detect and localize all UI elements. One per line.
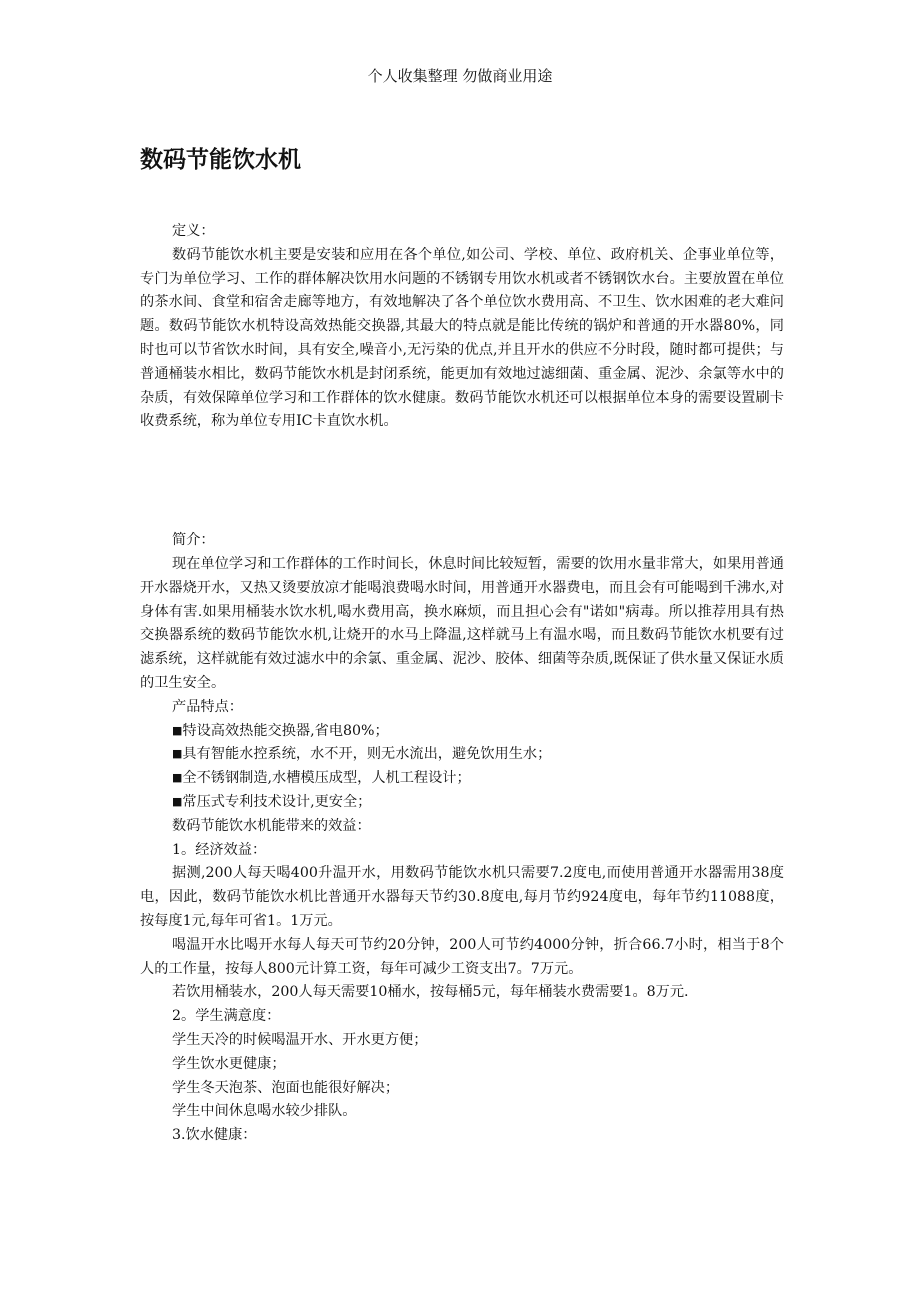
satisfaction-line: 学生冬天泡茶、泡面也能很好解决；	[172, 1079, 400, 1096]
document-title: 数码节能饮水机	[140, 147, 301, 173]
feature-item	[140, 743, 784, 767]
bullet-square-icon: ■	[172, 771, 183, 785]
bullet-square-icon: ■	[172, 794, 183, 808]
satisfaction-heading: 2。学生满意度：	[172, 1008, 281, 1025]
feature-item	[140, 720, 784, 744]
economic-heading: 1。经济效益：	[172, 841, 267, 858]
economic-paragraph: 喝温开水比喝开水每人每天可节约20分钟，200人可节约4000分钟，折合66.7小时，相当于8个人的工作量，按每人800元计算工资，每年可减少工资支出7。7万元。	[140, 936, 784, 977]
bullet-square-icon: ■	[172, 747, 183, 761]
section-spacer	[140, 434, 784, 529]
bullet-square-icon: ■	[172, 723, 183, 737]
economic-paragraph: 据测,200人每天喝400升温开水，用数码节能饮水机只需要7.2度电,而使用普通开水器需用38度电，因此，数码节能饮水机比普通开水器每天节约30.8度电,每月节约924度电，每年节约11088度，按每度1元,每年可省1。1万元。	[140, 865, 784, 929]
health-heading: 3.饮水健康：	[172, 1127, 257, 1144]
feature-item	[140, 791, 784, 815]
document-body	[140, 220, 784, 1148]
intro-heading: 简介：	[172, 532, 215, 549]
features-heading: 产品特点：	[172, 698, 243, 715]
feature-item	[140, 767, 784, 791]
feature-item-text: 特设高效热能交换器,省电80%；	[182, 722, 389, 739]
satisfaction-line: 学生天冷的时候喝温开水、开水更方便；	[172, 1031, 428, 1048]
satisfaction-line: 学生中间休息喝水较少排队。	[172, 1103, 357, 1120]
intro-paragraph: 现在单位学习和工作群体的工作时间长，休息时间比较短暂，需要的饮用水量非常大，如果用普通开水器烧开水，又热又烫要放凉才能喝浪费喝水时间，用普通开水器费电，而且会有可能喝到千沸水,对身体有害.如果用桶装水饮水机,喝水费用高，换水麻烦，而且担心会有"诺如"病毒。所以推荐用具有热交换器系统的数码节能饮水机,让烧开的水马上降温,这样就马上有温水喝，而且数码节能饮水机要有过滤系统，这样就能有效过滤水中的余氯、重金属、泥沙、胶体、细菌等杂质,既保证了供水量又保证水质的卫生安全。	[140, 555, 784, 691]
feature-item-text: 具有智能水控系统，水不开，则无水流出，避免饮用生水；	[182, 746, 552, 763]
page-header: 个人收集整理 勿做商业用途	[367, 67, 553, 85]
economic-paragraph: 若饮用桶装水，200人每天需要10桶水，按每桶5元，每年桶装水费需要1。8万元.	[172, 984, 689, 1001]
feature-item-text: 全不锈钢制造,水槽模压成型，人机工程设计；	[182, 770, 471, 787]
definition-paragraph: 数码节能饮水机主要是安装和应用在各个单位,如公司、学校、单位、政府机关、企事业单位等，专门为单位学习、工作的群体解决饮用水问题的不锈钢专用饮水机或者不锈钢饮水台。主要放置在单位的茶水间、食堂和宿舍走廊等地方，有效地解决了各个单位饮水费用高、不卫生、饮水困难的老大难问题。数码节能饮水机特设高效热能交换器,其最大的特点就是能比传统的锅炉和普通的开水器80%，同时也可以节省饮水时间，具有安全,噪音小,无污染的优点,并且开水的供应不分时段，随时都可提供；与普通桶装水相比，数码节能饮水机是封闭系统，能更加有效地过滤细菌、重金属、泥沙、余氯等水中的杂质，有效保障单位学习和工作群体的饮水健康。数码节能饮水机还可以根据单位本身的需要设置刷卡收费系统，称为单位专用IC卡直饮水机。	[140, 246, 784, 430]
satisfaction-line: 学生饮水更健康；	[172, 1055, 286, 1072]
benefits-heading: 数码节能饮水机能带来的效益：	[172, 817, 371, 834]
definition-heading: 定义：	[172, 223, 215, 239]
feature-item-text: 常压式专利技术设计,更安全；	[182, 793, 372, 810]
